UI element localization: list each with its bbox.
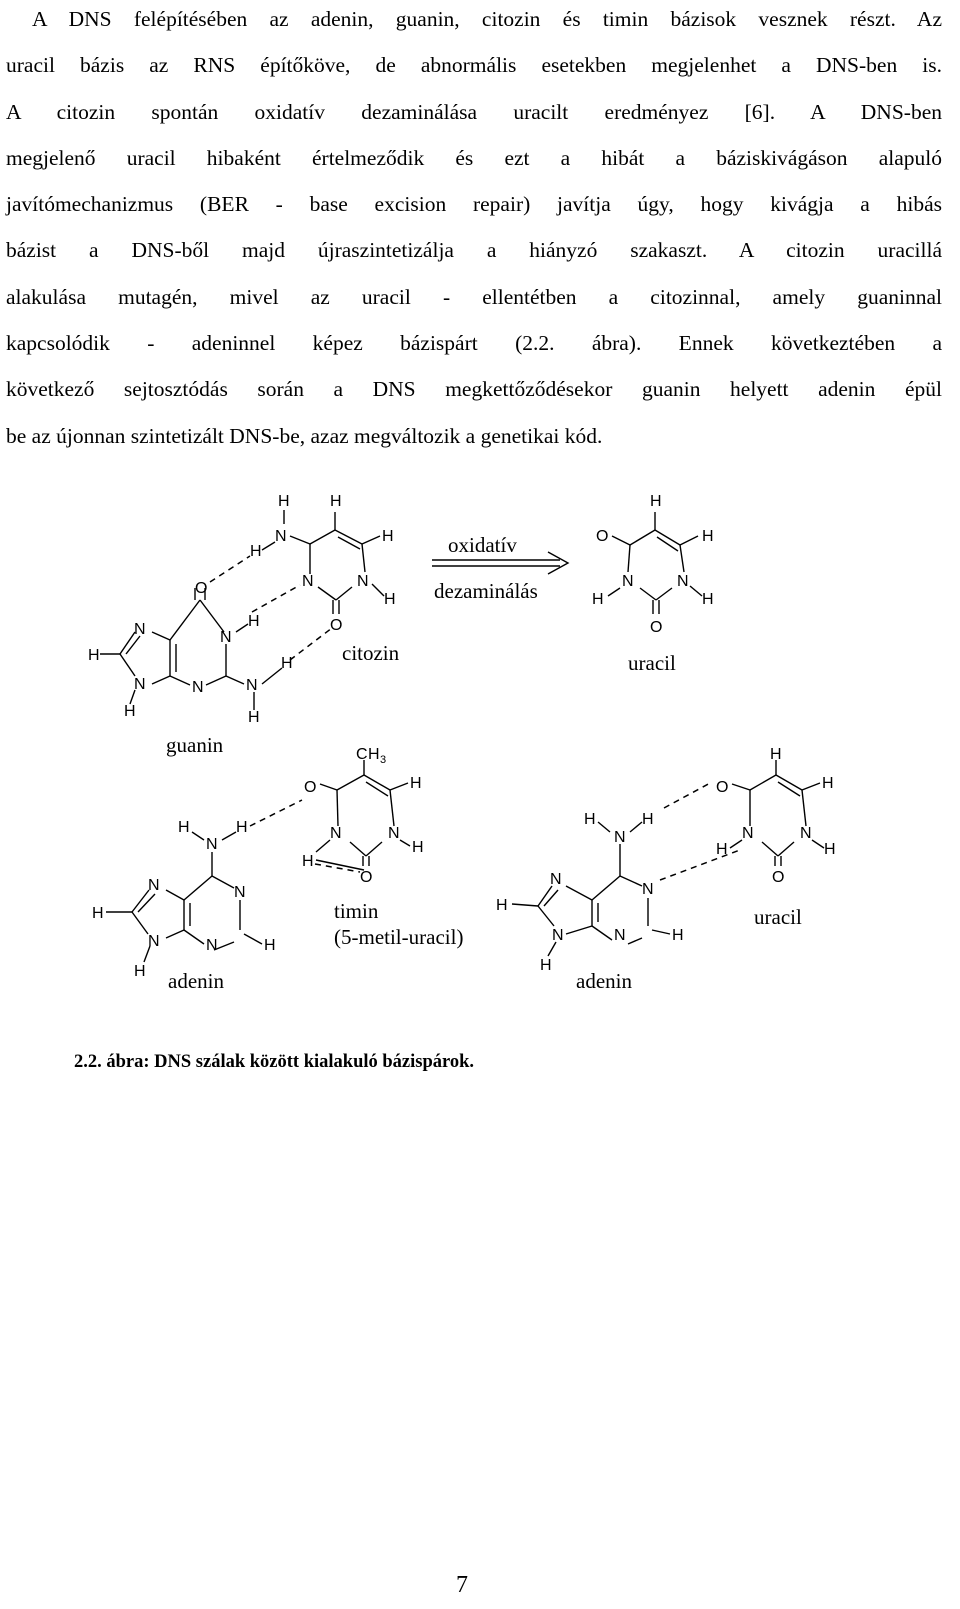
atom-o: O bbox=[304, 779, 317, 796]
subscript-3: 3 bbox=[380, 754, 387, 766]
atom-h: H bbox=[278, 493, 290, 510]
atom-h: H bbox=[134, 963, 146, 980]
atom-h: H bbox=[264, 937, 276, 954]
atom-h: H bbox=[410, 775, 422, 792]
atom-o: O bbox=[772, 869, 785, 886]
paragraph-line: A DNS felépítésében az adenin, guanin, citozin és timin bázisok vesznek részt. Az bbox=[32, 7, 942, 31]
atom-n: N bbox=[275, 528, 287, 545]
atom-n: N bbox=[302, 573, 314, 590]
figure-caption: 2.2. ábra: DNS szálak között kialakuló bázispárok. bbox=[74, 1052, 475, 1072]
thymine-structure bbox=[316, 760, 410, 866]
atom-n: N bbox=[614, 927, 626, 944]
atom-h: H bbox=[88, 647, 100, 664]
label-uracil-top: uracil bbox=[628, 651, 676, 675]
atom-h: H bbox=[368, 746, 380, 763]
atom-n: N bbox=[148, 933, 160, 950]
label-citozin: citozin bbox=[342, 641, 400, 665]
atom-h: H bbox=[281, 655, 293, 672]
atom-h: H bbox=[592, 591, 604, 608]
uracil-top-structure bbox=[608, 512, 702, 614]
atom-h: H bbox=[412, 839, 424, 856]
atom-n: N bbox=[552, 927, 564, 944]
label-adenin-left: adenin bbox=[168, 969, 224, 993]
atom-h: H bbox=[382, 528, 394, 545]
atom-n: N bbox=[246, 677, 258, 694]
atom-n: N bbox=[330, 825, 342, 842]
atom-n: N bbox=[388, 825, 400, 842]
atom-n: N bbox=[642, 881, 654, 898]
cytosine-structure bbox=[262, 510, 384, 614]
hydrogen-bonds bbox=[210, 556, 740, 880]
atom-n: N bbox=[192, 679, 204, 696]
atom-h: H bbox=[248, 709, 260, 726]
atom-h: H bbox=[716, 841, 728, 858]
label-oxidativ: oxidatív bbox=[448, 533, 517, 557]
atom-n: N bbox=[206, 937, 218, 954]
atom-h: H bbox=[302, 853, 314, 870]
label-adenin-right: adenin bbox=[576, 969, 632, 993]
atom-n: N bbox=[677, 573, 689, 590]
atom-o: O bbox=[195, 580, 208, 597]
label-metil-uracil: (5-metil-uracil) bbox=[334, 925, 464, 949]
atom-n: N bbox=[206, 836, 218, 853]
atom-h: H bbox=[92, 905, 104, 922]
atom-o: O bbox=[330, 617, 343, 634]
atom-h: H bbox=[650, 493, 662, 510]
atom-h: H bbox=[540, 957, 552, 974]
atom-h: H bbox=[702, 528, 714, 545]
atom-h: H bbox=[642, 811, 654, 828]
atom-h: H bbox=[672, 927, 684, 944]
atom-h: H bbox=[178, 819, 190, 836]
atom-n: N bbox=[134, 621, 146, 638]
atom-o: O bbox=[360, 869, 373, 886]
atom-h: H bbox=[236, 819, 248, 836]
label-dezaminalas: dezaminálás bbox=[434, 579, 538, 603]
atom-h: H bbox=[496, 897, 508, 914]
uracil-bottom-structure bbox=[730, 760, 824, 866]
paragraph-line: kapcsolódik - adeninnel képez bázispárt (2.2. ábra). Ennek következtében a bbox=[6, 331, 942, 356]
atom-h: H bbox=[384, 591, 396, 608]
atom-h: H bbox=[124, 703, 136, 720]
atom-h: H bbox=[822, 775, 834, 792]
atom-n: N bbox=[134, 676, 146, 693]
atom-h: H bbox=[770, 746, 782, 763]
atom-h: H bbox=[824, 841, 836, 858]
atom-h: H bbox=[250, 543, 262, 560]
paragraph-line: megjelenő uracil hibaként értelmeződik és ezt a hibát a báziskivágáson alapuló bbox=[6, 145, 942, 170]
atom-o: O bbox=[716, 779, 729, 796]
base-pairing-figure bbox=[0, 470, 960, 1030]
body-paragraph bbox=[6, 0, 942, 459]
page-number: 7 bbox=[456, 1572, 468, 1598]
atom-h: H bbox=[702, 591, 714, 608]
paragraph-line: következő sejtosztódás során a DNS megkettőződésekor guanin helyett adenin épül bbox=[6, 377, 942, 402]
atom-n: N bbox=[357, 573, 369, 590]
label-timin: timin bbox=[334, 899, 379, 923]
atom-n: N bbox=[614, 829, 626, 846]
atom-n: N bbox=[800, 825, 812, 842]
atom-o: O bbox=[596, 528, 609, 545]
label-guanin: guanin bbox=[166, 733, 224, 757]
atom-n: N bbox=[148, 877, 160, 894]
atom-n: N bbox=[234, 884, 246, 901]
atom-h: H bbox=[584, 811, 596, 828]
label-uracil-bottom: uracil bbox=[754, 905, 802, 929]
paragraph-line: alakulása mutagén, mivel az uracil - ellentétben a citozinnal, amely guaninnal bbox=[6, 284, 942, 309]
atom-h: H bbox=[248, 613, 260, 630]
atom-n: N bbox=[742, 825, 754, 842]
paragraph-line: uracil bázis az RNS építőköve, de abnormális esetekben megjelenhet a DNS-ben is. bbox=[6, 53, 942, 78]
atom-n: N bbox=[550, 871, 562, 888]
paragraph-line: bázist a DNS-ből majd újraszintetizálja a hiányzó szakaszt. A citozin uracillá bbox=[6, 238, 942, 263]
atom-h: H bbox=[330, 493, 342, 510]
atom-n: N bbox=[220, 629, 232, 646]
atom-n: N bbox=[622, 573, 634, 590]
atom-c: C bbox=[356, 746, 368, 763]
paragraph-line: javítómechanizmus (BER - base excision repair) javítja úgy, hogy kivágja a hibás bbox=[6, 192, 942, 217]
paragraph-line: be az újonnan szintetizált DNS-be, azaz megváltozik a genetikai kód. bbox=[6, 423, 603, 448]
atom-o: O bbox=[650, 619, 663, 636]
paragraph-line: A citozin spontán oxidatív dezaminálása uracilt eredményez [6]. A DNS-ben bbox=[6, 99, 942, 124]
